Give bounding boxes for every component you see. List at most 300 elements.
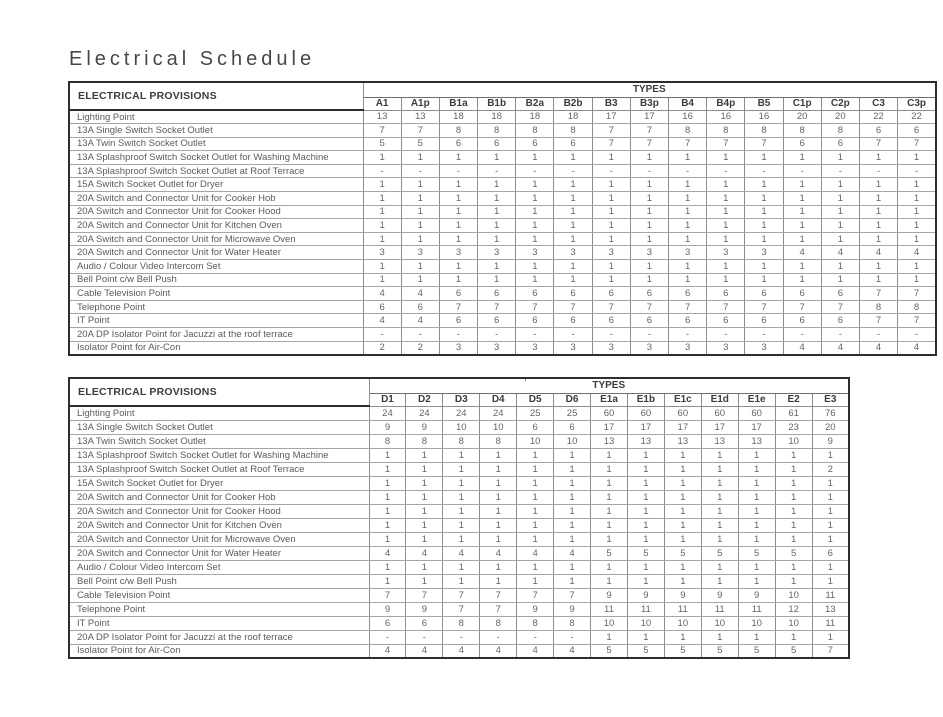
value-cell: 1 (898, 219, 936, 233)
value-cell: 1 (478, 192, 516, 206)
value-cell: 1 (591, 504, 628, 518)
value-cell: 2 (812, 462, 849, 476)
value-cell: 60 (664, 406, 701, 420)
value-cell: 1 (406, 448, 443, 462)
table-row (69, 518, 849, 532)
value-cell: 1 (443, 560, 480, 574)
value-cell: 1 (363, 192, 401, 206)
value-cell: - (707, 328, 745, 342)
value-cell: 5 (738, 644, 775, 658)
value-cell: 1 (627, 462, 664, 476)
value-cell: 1 (406, 518, 443, 532)
provision-label: 15A Switch Socket Outlet for Dryer (69, 178, 363, 192)
value-cell: 4 (480, 644, 517, 658)
provision-label: 13A Splashproof Switch Socket Outlet for Washing Machine (69, 448, 369, 462)
value-cell: 1 (738, 560, 775, 574)
value-cell: 5 (664, 546, 701, 560)
types-header (369, 378, 849, 393)
value-cell: 1 (406, 532, 443, 546)
column-header-a1p: A1p (401, 97, 439, 110)
provision-label: 20A Switch and Connector Unit for Microwave Oven (69, 232, 363, 246)
value-cell: 1 (627, 560, 664, 574)
value-cell: 4 (401, 287, 439, 301)
value-cell: 1 (401, 232, 439, 246)
value-cell: 1 (775, 630, 812, 644)
table-row (69, 574, 849, 588)
value-cell: 1 (859, 219, 897, 233)
value-cell: 1 (669, 260, 707, 274)
value-cell: 6 (439, 137, 477, 151)
value-cell: - (859, 164, 897, 178)
table-row (69, 532, 849, 546)
provision-label: 20A Switch and Connector Unit for Water Heater (69, 246, 363, 260)
value-cell: 11 (738, 602, 775, 616)
value-cell: 1 (480, 504, 517, 518)
value-cell: 1 (480, 560, 517, 574)
value-cell: - (898, 328, 936, 342)
column-header-e1e: E1e (738, 393, 775, 406)
value-cell: 5 (591, 546, 628, 560)
value-cell: 7 (554, 588, 591, 602)
provision-label: 20A Switch and Connector Unit for Water Heater (69, 546, 369, 560)
value-cell: 7 (745, 137, 783, 151)
value-cell: 1 (517, 518, 554, 532)
provision-label: 13A Splashproof Switch Socket Outlet for Washing Machine (69, 151, 363, 165)
value-cell: 7 (898, 314, 936, 328)
value-cell: 1 (554, 476, 591, 490)
value-cell: 10 (517, 434, 554, 448)
provision-label: Lighting Point (69, 406, 369, 420)
value-cell: 1 (369, 532, 406, 546)
value-cell: 4 (859, 341, 897, 355)
provision-label: Telephone Point (69, 602, 369, 616)
table-row (69, 151, 936, 165)
value-cell: 1 (401, 205, 439, 219)
value-cell: 7 (812, 644, 849, 658)
table-row (69, 273, 936, 287)
value-cell: 1 (701, 574, 738, 588)
column-header-c1p: C1p (783, 97, 821, 110)
value-cell: 1 (516, 219, 554, 233)
value-cell: 7 (516, 300, 554, 314)
value-cell: 1 (554, 232, 592, 246)
value-cell: 1 (480, 462, 517, 476)
value-cell: 4 (443, 644, 480, 658)
value-cell: 1 (439, 192, 477, 206)
table-row (69, 546, 849, 560)
value-cell: 4 (783, 246, 821, 260)
value-cell: 6 (478, 314, 516, 328)
value-cell: 7 (369, 588, 406, 602)
value-cell: 1 (775, 532, 812, 546)
value-cell: 4 (821, 341, 859, 355)
value-cell: 1 (478, 273, 516, 287)
value-cell: 1 (478, 205, 516, 219)
value-cell: 1 (738, 490, 775, 504)
value-cell: 1 (554, 448, 591, 462)
value-cell: 5 (701, 546, 738, 560)
value-cell: 1 (363, 178, 401, 192)
column-header-d5: D5 (517, 393, 554, 406)
table-row (69, 219, 936, 233)
value-cell: 4 (517, 546, 554, 560)
column-header-e3: E3 (812, 393, 849, 406)
value-cell: 18 (554, 110, 592, 124)
value-cell: - (401, 328, 439, 342)
value-cell: 1 (859, 205, 897, 219)
value-cell: 1 (775, 518, 812, 532)
value-cell: 6 (745, 314, 783, 328)
value-cell: 1 (516, 151, 554, 165)
table-body (69, 406, 849, 658)
value-cell: 1 (745, 232, 783, 246)
value-cell: 8 (480, 616, 517, 630)
column-header-e1b: E1b (627, 393, 664, 406)
value-cell: 3 (363, 246, 401, 260)
value-cell: 1 (745, 205, 783, 219)
value-cell: 20 (812, 420, 849, 434)
value-cell: 1 (669, 192, 707, 206)
value-cell: 7 (439, 300, 477, 314)
value-cell: 1 (554, 574, 591, 588)
provision-label: Telephone Point (69, 300, 363, 314)
provision-label: Cable Television Point (69, 588, 369, 602)
value-cell: 6 (745, 287, 783, 301)
value-cell: 11 (812, 616, 849, 630)
value-cell: 6 (406, 616, 443, 630)
value-cell: 1 (406, 462, 443, 476)
value-cell: - (898, 164, 936, 178)
provision-label: 20A DP Isolator Point for Jacuzzi at the roof terrace (69, 328, 363, 342)
table-row (69, 205, 936, 219)
value-cell: 6 (783, 137, 821, 151)
electrical-schedule-table-1 (68, 81, 937, 356)
value-cell: 8 (478, 124, 516, 138)
value-cell: 1 (898, 260, 936, 274)
value-cell: 1 (738, 630, 775, 644)
value-cell: 1 (812, 476, 849, 490)
value-cell: 13 (363, 110, 401, 124)
value-cell: 1 (669, 151, 707, 165)
value-cell: 1 (592, 151, 630, 165)
table-row (69, 328, 936, 342)
table-row (69, 504, 849, 518)
value-cell: 6 (859, 124, 897, 138)
provision-label: Bell Point c/w Bell Push (69, 574, 369, 588)
value-cell: 4 (369, 644, 406, 658)
value-cell: 3 (669, 341, 707, 355)
value-cell: 9 (664, 588, 701, 602)
value-cell: 1 (517, 532, 554, 546)
value-cell: 1 (401, 219, 439, 233)
value-cell: 1 (664, 574, 701, 588)
value-cell: 24 (369, 406, 406, 420)
value-cell: 1 (406, 560, 443, 574)
value-cell: 1 (443, 504, 480, 518)
value-cell: 1 (783, 178, 821, 192)
value-cell: 3 (516, 246, 554, 260)
value-cell: 8 (554, 616, 591, 630)
value-cell: 6 (554, 420, 591, 434)
value-cell: 1 (554, 192, 592, 206)
value-cell: 8 (554, 124, 592, 138)
value-cell: - (478, 328, 516, 342)
value-cell: 1 (783, 151, 821, 165)
value-cell: 7 (859, 287, 897, 301)
value-cell: 1 (591, 532, 628, 546)
column-header-b3: B3 (592, 97, 630, 110)
value-cell: - (363, 328, 401, 342)
value-cell: 25 (554, 406, 591, 420)
value-cell: 4 (369, 546, 406, 560)
value-cell: 1 (443, 476, 480, 490)
column-header-b1b: B1b (478, 97, 516, 110)
value-cell: - (745, 164, 783, 178)
value-cell: 4 (363, 287, 401, 301)
value-cell: 1 (439, 232, 477, 246)
value-cell: 3 (745, 341, 783, 355)
value-cell: 9 (517, 602, 554, 616)
value-cell: 4 (898, 341, 936, 355)
value-cell: - (745, 328, 783, 342)
value-cell: 13 (664, 434, 701, 448)
value-cell: 1 (859, 192, 897, 206)
value-cell: 6 (707, 314, 745, 328)
value-cell: 1 (701, 476, 738, 490)
value-cell: 18 (478, 110, 516, 124)
value-cell: 1 (591, 574, 628, 588)
value-cell: 6 (592, 287, 630, 301)
value-cell: 10 (775, 588, 812, 602)
value-cell: 1 (443, 532, 480, 546)
value-cell: 7 (630, 137, 668, 151)
value-cell: 1 (669, 232, 707, 246)
value-cell: 5 (701, 644, 738, 658)
provision-label: Isolator Point for Air-Con (69, 341, 363, 355)
table-row (69, 124, 936, 138)
value-cell: 1 (783, 205, 821, 219)
value-cell: - (363, 164, 401, 178)
value-cell: 10 (591, 616, 628, 630)
provision-label: 20A DP Isolator Point for Jacuzzi at the roof terrace (69, 630, 369, 644)
value-cell: 4 (554, 644, 591, 658)
value-cell: 1 (516, 260, 554, 274)
value-cell: 1 (443, 518, 480, 532)
value-cell: 9 (554, 602, 591, 616)
value-cell: 7 (443, 588, 480, 602)
value-cell: 6 (554, 314, 592, 328)
value-cell: 24 (480, 406, 517, 420)
value-cell: 1 (592, 205, 630, 219)
value-cell: 1 (363, 232, 401, 246)
value-cell: 1 (707, 178, 745, 192)
value-cell: 1 (738, 462, 775, 476)
value-cell: 1 (701, 630, 738, 644)
value-cell: 1 (783, 232, 821, 246)
value-cell: 1 (812, 490, 849, 504)
value-cell: 1 (369, 504, 406, 518)
column-header-b5: B5 (745, 97, 783, 110)
value-cell: 3 (707, 341, 745, 355)
value-cell: 16 (745, 110, 783, 124)
value-cell: 1 (738, 448, 775, 462)
value-cell: 1 (369, 462, 406, 476)
table-row (69, 602, 849, 616)
value-cell: - (783, 328, 821, 342)
value-cell: 1 (554, 219, 592, 233)
value-cell: 1 (443, 490, 480, 504)
value-cell: 1 (738, 504, 775, 518)
column-header-e1c: E1c (664, 393, 701, 406)
value-cell: 1 (707, 151, 745, 165)
value-cell: 6 (669, 314, 707, 328)
value-cell: 1 (898, 205, 936, 219)
value-cell: 8 (369, 434, 406, 448)
value-cell: - (516, 164, 554, 178)
value-cell: 13 (627, 434, 664, 448)
value-cell: 1 (401, 178, 439, 192)
value-cell: 1 (738, 574, 775, 588)
value-cell: 11 (627, 602, 664, 616)
table-row (69, 434, 849, 448)
value-cell: 1 (745, 273, 783, 287)
table-row (69, 490, 849, 504)
value-cell: 1 (591, 560, 628, 574)
value-cell: 4 (898, 246, 936, 260)
value-cell: - (401, 164, 439, 178)
value-cell: 1 (664, 518, 701, 532)
value-cell: 8 (707, 124, 745, 138)
table-row (69, 588, 849, 602)
value-cell: 1 (478, 260, 516, 274)
value-cell: 1 (664, 490, 701, 504)
value-cell: - (517, 630, 554, 644)
value-cell: - (478, 164, 516, 178)
value-cell: - (630, 328, 668, 342)
table-row (69, 314, 936, 328)
value-cell: 1 (745, 151, 783, 165)
value-cell: 1 (627, 448, 664, 462)
value-cell: 1 (401, 192, 439, 206)
value-cell: 4 (443, 546, 480, 560)
value-cell: 6 (812, 546, 849, 560)
value-cell: 1 (783, 219, 821, 233)
value-cell: 1 (517, 574, 554, 588)
value-cell: 7 (480, 588, 517, 602)
value-cell: 1 (664, 532, 701, 546)
value-cell: 20 (821, 110, 859, 124)
value-cell: 1 (443, 448, 480, 462)
column-header-e1a: E1a (591, 393, 628, 406)
table-row (69, 644, 849, 658)
value-cell: 1 (859, 273, 897, 287)
value-cell: 1 (821, 205, 859, 219)
value-cell: 1 (478, 178, 516, 192)
column-header-c3p: C3p (898, 97, 936, 110)
value-cell: 60 (738, 406, 775, 420)
value-cell: 7 (592, 300, 630, 314)
value-cell: 11 (591, 602, 628, 616)
value-cell: 24 (406, 406, 443, 420)
provision-label: IT Point (69, 314, 363, 328)
column-header-d4: D4 (480, 393, 517, 406)
table-row (69, 406, 849, 420)
provision-label: 13A Single Switch Socket Outlet (69, 124, 363, 138)
value-cell: 1 (554, 205, 592, 219)
value-cell: 1 (478, 151, 516, 165)
value-cell: 1 (821, 151, 859, 165)
value-cell: 60 (591, 406, 628, 420)
column-header-d1: D1 (369, 393, 406, 406)
value-cell: 6 (516, 137, 554, 151)
value-cell: 1 (775, 490, 812, 504)
table-row (69, 246, 936, 260)
value-cell: 1 (480, 448, 517, 462)
value-cell: 1 (701, 518, 738, 532)
value-cell: 1 (592, 232, 630, 246)
value-cell: 4 (783, 341, 821, 355)
value-cell: 1 (478, 219, 516, 233)
value-cell: 9 (627, 588, 664, 602)
value-cell: 6 (821, 314, 859, 328)
value-cell: 4 (517, 644, 554, 658)
value-cell: 4 (406, 644, 443, 658)
types-header-row (69, 378, 849, 393)
provisions-header: ELECTRICAL PROVISIONS (69, 378, 369, 406)
value-cell: 11 (812, 588, 849, 602)
value-cell: - (707, 164, 745, 178)
value-cell: 4 (821, 246, 859, 260)
value-cell: 7 (669, 300, 707, 314)
provision-label: 20A Switch and Connector Unit for Cooker Hood (69, 504, 369, 518)
value-cell: 1 (363, 260, 401, 274)
value-cell: 1 (707, 232, 745, 246)
value-cell: 6 (478, 137, 516, 151)
value-cell: 5 (627, 546, 664, 560)
provision-label: 13A Twin Switch Socket Outlet (69, 137, 363, 151)
value-cell: 3 (592, 341, 630, 355)
value-cell: 1 (401, 151, 439, 165)
value-cell: 7 (478, 300, 516, 314)
value-cell: - (821, 328, 859, 342)
value-cell: 1 (554, 151, 592, 165)
value-cell: 7 (443, 602, 480, 616)
table-row (69, 300, 936, 314)
value-cell: 5 (775, 546, 812, 560)
value-cell: 1 (554, 532, 591, 546)
value-cell: 1 (859, 232, 897, 246)
value-cell: 3 (554, 341, 592, 355)
types-label: TYPES (632, 84, 666, 96)
value-cell: 1 (821, 178, 859, 192)
value-cell: 1 (443, 574, 480, 588)
value-cell: - (369, 630, 406, 644)
value-cell: 9 (406, 420, 443, 434)
value-cell: 6 (516, 287, 554, 301)
value-cell: 13 (701, 434, 738, 448)
value-cell: - (516, 328, 554, 342)
value-cell: 1 (701, 462, 738, 476)
value-cell: 18 (516, 110, 554, 124)
value-cell: 1 (516, 273, 554, 287)
value-cell: 1 (664, 630, 701, 644)
table-row (69, 462, 849, 476)
column-header-b4p: B4p (707, 97, 745, 110)
value-cell: 1 (480, 532, 517, 546)
value-cell: 1 (707, 219, 745, 233)
value-cell: 1 (775, 462, 812, 476)
value-cell: 1 (821, 260, 859, 274)
